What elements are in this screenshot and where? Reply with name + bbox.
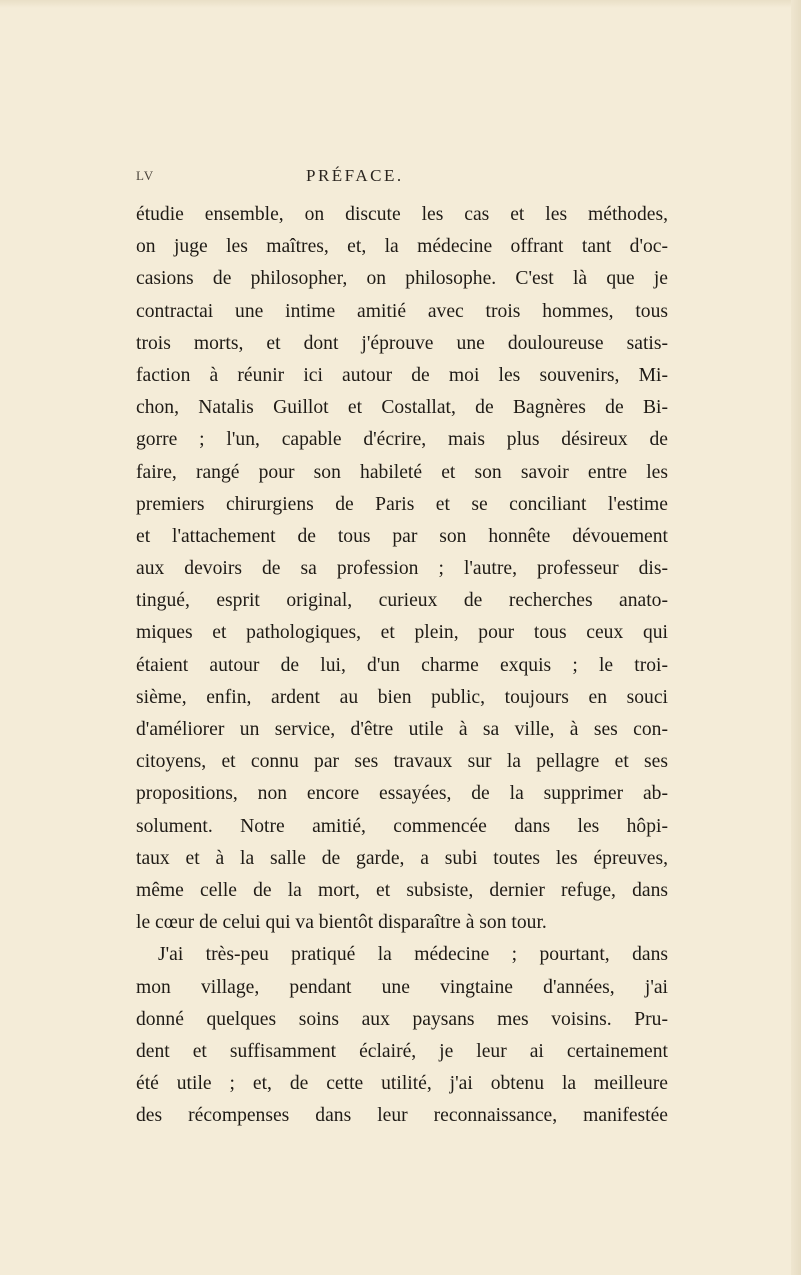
text-line: on juge les maîtres, et, la médecine offrant tant d'oc-: [136, 236, 668, 258]
text-line: taux et à la salle de garde, a subi toutes les épreuves,: [136, 847, 668, 869]
text-line: miques et pathologiques, et plein, pour tous ceux qui: [136, 622, 668, 644]
page-number: LV: [136, 168, 155, 183]
text-line: propositions, non encore essayées, de la supprimer ab-: [136, 783, 668, 805]
text-line: citoyens, et connu par ses travaux sur la pellagre et ses: [136, 751, 668, 773]
text-line: solument. Notre amitié, commencée dans les hôpi-: [136, 815, 668, 837]
text-line: aux devoirs de sa profession ; l'autre, professeur dis-: [136, 558, 668, 580]
text-line: trois morts, et dont j'éprouve une douloureuse satis-: [136, 332, 668, 354]
text-line: d'améliorer un service, d'être utile à sa ville, à ses con-: [136, 719, 668, 740]
text-line: mon village, pendant une vingtaine d'années, j'ai: [136, 976, 668, 998]
page-header: [136, 166, 668, 188]
text-line: chon, Natalis Guillot et Costallat, de Bagnères de Bi-: [136, 397, 668, 419]
text-line: même celle de la mort, et subsiste, dernier refuge, dans: [136, 879, 668, 901]
page-top-edge: [0, 0, 801, 8]
text-line: gorre ; l'un, capable d'écrire, mais plus désireux de: [136, 429, 668, 451]
text-line: sième, enfin, ardent au bien public, toujours en souci: [136, 686, 668, 708]
text-line: des récompenses dans leur reconnaissance, manifestée: [136, 1105, 668, 1127]
text-line: contractai une intime amitié avec trois hommes, tous: [136, 300, 668, 322]
text-line: faction à réunir ici autour de moi les souvenirs, Mi-: [136, 364, 668, 386]
text-line: le cœur de celui qui va bientôt disparaître à son tour.: [136, 912, 547, 934]
text-line: casions de philosopher, on philosophe. C'est là que je: [136, 268, 668, 290]
text-line: étaient autour de lui, d'un charme exquis ; le troi-: [136, 654, 668, 676]
running-title: PRÉFACE.: [306, 166, 404, 185]
text-line: tingué, esprit original, curieux de recherches anato-: [136, 590, 668, 612]
text-line: étudie ensemble, on discute les cas et les méthodes,: [136, 204, 668, 225]
text-line: premiers chirurgiens de Paris et se conciliant l'estime: [136, 493, 668, 515]
text-line: été utile ; et, de cette utilité, j'ai obtenu la meilleure: [136, 1073, 668, 1095]
text-line: J'ai très-peu pratiqué la médecine ; pourtant, dans: [158, 944, 668, 966]
text-line: et l'attachement de tous par son honnête dévouement: [136, 525, 668, 547]
page-right-edge: [791, 0, 801, 1275]
text-line: faire, rangé pour son habileté et son savoir entre les: [136, 461, 668, 483]
text-line: dent et suffisamment éclairé, je leur ai certainement: [136, 1040, 668, 1062]
body-text: [136, 199, 668, 1132]
text-line: donné quelques soins aux paysans mes voisins. Pru-: [136, 1008, 668, 1030]
